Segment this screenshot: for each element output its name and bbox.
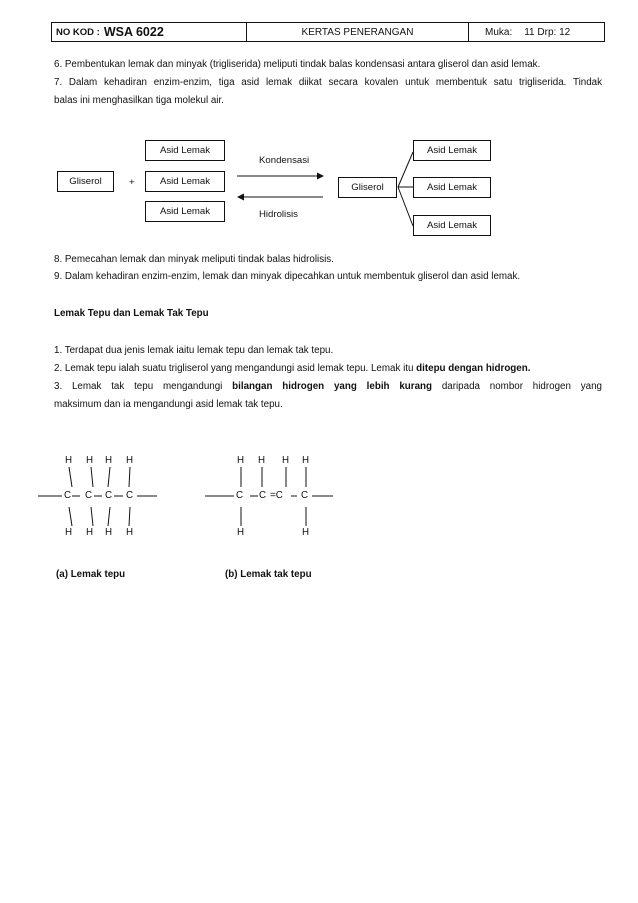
atom-h: H bbox=[302, 527, 310, 538]
atom-h: H bbox=[258, 455, 266, 466]
item-3-text: 3. Lemak tak tepu mengandungi bbox=[54, 381, 233, 392]
atom-h: H bbox=[105, 455, 113, 466]
atom-h: H bbox=[282, 455, 290, 466]
asid-lemak-label: Asid Lemak bbox=[426, 220, 478, 231]
paragraph-9: 9. Dalam kehadiran enzim-enzim, lemak dan minyak dipecahkan untuk membentuk gliserol dan asid lemak. bbox=[54, 271, 521, 282]
atom-c: C bbox=[105, 490, 113, 501]
paragraph-8: 8. Pemecahan lemak dan minyak meliputi tindak balas hidrolisis. bbox=[54, 254, 334, 265]
asid-lemak-label: Asid Lemak bbox=[426, 145, 478, 156]
atom-h: H bbox=[237, 455, 245, 466]
caption-unsaturated: (b) Lemak tak tepu bbox=[225, 569, 312, 580]
atom-c: C bbox=[126, 490, 134, 501]
paragraph-7-line-1: 7. Dalam kehadiran enzim-enzim, tiga asid lemak diikat secara kovalen untuk membentuk satu trigliserida. Tindak bbox=[54, 77, 602, 88]
atom-h: H bbox=[237, 527, 245, 538]
atom-h: H bbox=[302, 455, 310, 466]
item-2-text: 2. Lemak tepu ialah suatu trigliserol yang mengandungi asid lemak tepu. Lemak itu bbox=[54, 363, 417, 374]
asid-lemak-label: Asid Lemak bbox=[159, 206, 211, 217]
unsaturated-bonds bbox=[205, 467, 333, 526]
gliserol-label: Gliserol bbox=[69, 176, 102, 187]
item-3-text-after: daripada nombor hidrogen yang bbox=[432, 381, 602, 392]
asid-lemak-label: Asid Lemak bbox=[159, 176, 211, 187]
paragraph-6: 6. Pembentukan lemak dan minyak (trigliserida) meliputi tindak balas kondensasi antara gliserol dan asid lemak. bbox=[54, 59, 541, 70]
paragraph-7-line-2: balas ini menghasilkan tiga molekul air. bbox=[54, 95, 224, 106]
page-label: Muka: bbox=[485, 26, 513, 38]
asid-lemak-label: Asid Lemak bbox=[159, 145, 211, 156]
atom-h: H bbox=[126, 527, 134, 538]
asid-lemak-label: Asid Lemak bbox=[426, 182, 478, 193]
saturated-bonds bbox=[38, 467, 157, 526]
atom-c: C bbox=[85, 490, 93, 501]
doc-type: KERTAS PENERANGAN bbox=[301, 26, 414, 38]
section-heading: Lemak Tepu dan Lemak Tak Tepu bbox=[54, 308, 209, 319]
atom-h: H bbox=[126, 455, 134, 466]
atom-h: H bbox=[105, 527, 113, 538]
kondensasi-label: Kondensasi bbox=[259, 155, 310, 166]
atom-h: H bbox=[65, 455, 73, 466]
atom-c: C bbox=[301, 490, 309, 501]
gliserol-label: Gliserol bbox=[351, 182, 384, 193]
item-3-line-2: maksimum dan ia mengandungi asid lemak tak tepu. bbox=[54, 399, 283, 410]
atom-c-double-bond: =C bbox=[270, 490, 283, 501]
plus-sign: + bbox=[129, 177, 135, 188]
caption-saturated: (a) Lemak tepu bbox=[56, 569, 126, 580]
atom-h: H bbox=[65, 527, 73, 538]
atom-h: H bbox=[86, 527, 94, 538]
item-3-emphasis: bilangan hidrogen yang lebih kurang bbox=[232, 381, 433, 392]
code-value: WSA 6022 bbox=[103, 25, 164, 39]
code-label: NO KOD : bbox=[56, 26, 100, 38]
atom-c: C bbox=[259, 490, 267, 501]
item-1: 1. Terdapat dua jenis lemak iaitu lemak tepu dan lemak tak tepu. bbox=[54, 345, 334, 356]
atom-c: C bbox=[64, 490, 72, 501]
atom-c: C bbox=[236, 490, 244, 501]
item-2-emphasis: ditepu dengan hidrogen. bbox=[416, 363, 531, 374]
hidrolisis-label: Hidrolisis bbox=[259, 209, 298, 220]
atom-h: H bbox=[86, 455, 94, 466]
page-value: 11 Drp: 12 bbox=[524, 26, 571, 38]
